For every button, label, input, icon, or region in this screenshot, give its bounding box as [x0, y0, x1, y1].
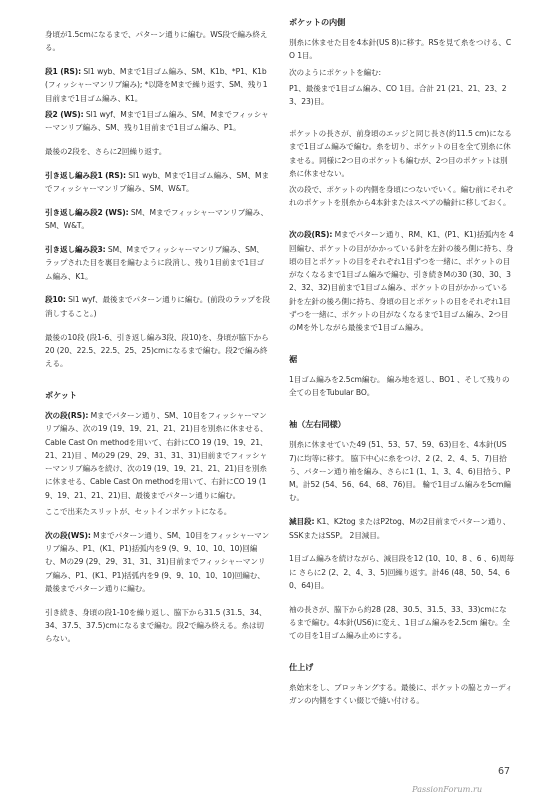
inner-p5: 次の段で、ポケットの内側を身頃につないでいく。編む前にそれぞれのポケットを別糸から4本針またはスペアの輪針に移しておく。 — [289, 185, 513, 208]
finishing-heading: 仕上げ — [289, 662, 314, 673]
row10-label: 段10: — [45, 295, 66, 305]
decrease-row-label: 減目段: — [289, 517, 315, 527]
decrease-row-text: K1、K2tog またはP2tog、Mの2目前までパターン通り、SSKまたはSSP。 2目減目。 — [289, 517, 511, 540]
row1-text: Sl1 wyb、Mまで1目ゴム編み、SM、K1b、*P1、K1b(フィッシャーマンリブ編み); *以降をMまで繰り返す、SM、残り1目前まで1目ゴム編み、K1。 — [45, 67, 268, 103]
right-column — [289, 16, 514, 718]
inner-p1: 別糸に休ませた目を4本針(US 8)に移す。RSを見て糸をつける、CO 1目。 — [289, 38, 512, 61]
repeat-paragraph: 最後の2段を、さらに2回繰り返す。 — [45, 147, 167, 157]
short-row2-paragraph — [45, 206, 270, 233]
sleeve-p1: 別糸に休ませていた49 (51、53、57、59、63)目を、4本針(US7)に均等に移す。 脇下中心に糸をつけ、2 (2、2、4、5、7)目拾う、パターン通り袖を編み、さらに1 (1、1、3、4、6)目拾う、PM。計52 (54、56、64、68、76)目。 輪で1目ゴム編みを5cm編む。 — [289, 440, 511, 503]
sleeve-p3: 袖の長さが、脇下から約28 (28、30.5、31.5、33、33)cmになるまで編む。4本針(US6)に変え、1目ゴム編みを2.5cm 編む。全ての目を1目ゴム編み止めにする。 — [289, 604, 510, 641]
join-row-text: Mまでパターン通り、RM、K1、(P1、K1)括弧内を 4回編む、ポケットの目がかかっている針を左針の後ろ側に持ち、身頃の目とポケットの目をそれぞれ1目ずつを一緒に、ポケットの目がなくなるまで1目ゴム編みで編む、引き続きMの30 (30、30、32、32、32)目前まで1目ゴム編み、ポケットの目がかかっている針を左針の後ろ側に持ち、身頃の目とポケットの目をそれぞれ1目ずつを一緒に、ポケットの目がなくなるまで1目ゴム編み、2つ目のMを外しながら最後まで1目ゴム編み。 — [289, 230, 514, 333]
sleeve-p2: 1目ゴム編みを続けながら、減目段を12 (10、10、8 、6 、6)周毎に さらに2 (2、2、4、3、5)回繰り返す。計46 (48、50、54、60、64)目。 — [289, 554, 514, 590]
short-row1-text: Sl1 wyb、Mまで1目ゴム編み、SM、Mまでフィッシャーマンリブ編み、SM、W&T。 — [45, 170, 269, 194]
short-row1-label: 引き返し編み段1 (RS): — [45, 170, 126, 180]
short-row2-label: 引き返し編み段2 (WS): — [45, 207, 129, 217]
join-row-label: 次の段(RS): — [289, 230, 333, 240]
finishing-paragraph: 糸始末をし、ブロッキングする。最後に、ポケットの脇とカーディガンの内側をすくい綴じで縫い付ける。 — [289, 683, 513, 706]
row1-label: 段1 (RS): — [45, 67, 82, 77]
row2-text: Sl1 wyf、Mまで1目ゴム編み、SM、Mまでフィッシャーマンリブ編み、SM、残り1目前まで1目ゴム編み、P1。 — [45, 109, 269, 133]
pocket-row2-text: Mまでパターン通り、SM、10目をフィッシャーマンリブ編み、P1、(K1、P1)括弧内を9 (9、9、10、10、10)回編む、Mの29 (29、29、31、31、31)目前までフィッシャーマンリブ編み、P1、(K1、P1)括弧内を9 (9、9、10、10、10)回編む、最後までパターン通りに編む。 — [45, 530, 270, 593]
hem-paragraph: 1目ゴム編みを2.5cm編む。 編み地を返し、BO1 、そして残りの全ての目をTubular BO。 — [289, 375, 510, 398]
slit-paragraph: ここで出来たスリットが、セットインポケットになる。 — [45, 507, 232, 517]
decrease-row-paragraph — [289, 515, 514, 542]
inner-p3: P1、最後まで1目ゴム編み、CO 1目。合計 21 (21、21、23、23、23)目。 — [289, 83, 507, 107]
row2-label: 段2 (WS): — [45, 109, 84, 119]
row1-paragraph — [45, 65, 270, 105]
watermark: PassionForum.ru — [412, 784, 483, 794]
short-row3-label: 引き返し編み段3: — [45, 245, 106, 255]
inner-p2: 次のようにポケットを編む: — [289, 67, 382, 77]
row2-paragraph — [45, 108, 270, 135]
short-row3-text: SM、Mまでフィッシャーマンリブ編み、SM、ラップされた目を裏目を編むように段消し、残り1目前まで1目ゴム編み、K1。 — [45, 245, 265, 281]
intro-paragraph: 身頃が1.5cmになるまで、パターン通りに編む。WS段で編み終える。 — [45, 30, 268, 53]
hem-heading: 裾 — [289, 354, 298, 365]
left-column — [45, 28, 270, 656]
pocket-row1-paragraph — [45, 409, 270, 502]
last10-paragraph: 最後の10段 (段1-6、引き返し編み3段、段10)を、身頃が脇下から20 (20、22.5、22.5、25、25)cmになるまで編む。段2で編み終える。 — [45, 332, 269, 369]
inner-p4: ポケットの長さが、前身頃のエッジと同じ長さ(約11.5 cm)になるまで1目ゴム編みで編む。糸を切り、ポケットの目を全て別糸に休ませる。同様に2つ目のポケットも編むが、2つ目のポケットは別糸に休ませない。 — [289, 128, 512, 178]
page-number: 67 — [498, 766, 511, 777]
row10-paragraph — [45, 293, 270, 320]
continue-paragraph: 引き続き、身頃の段1-10を繰り返し、脇下から31.5 (31.5、34、34、37.5、37.5)cmになるまで編む。段2で編み終える。糸は切らない。 — [45, 607, 267, 644]
pocket-row1-label: 次の段(RS): — [45, 410, 89, 420]
join-row-paragraph — [289, 228, 514, 334]
sleeve-heading: 袖（左右同様） — [289, 419, 346, 430]
short-row3-paragraph — [45, 243, 270, 283]
pocket-row2-paragraph — [45, 529, 270, 595]
pocket-heading: ポケット — [45, 389, 77, 400]
short-row1-paragraph — [45, 169, 270, 196]
short-row2-text: SM、Mまでフィッシャーマンリブ編み、SM、W&T。 — [45, 207, 269, 231]
row10-text: Sl1 wyf、最後までパターン通りに編む。(前段のラップを段消しすること。) — [45, 295, 270, 318]
pocket-row1-text: Mまでパターン通り、SM、10目をフィッシャーマンリブ編み、次の19 (19、19、21、21、21)目を別糸に休ませる、Cable Cast On methodを用いて、右針にCO 19 (19、19、21、21、21)目 、Mの29 (29、29、31、31、31)目前までフィッシャーマンリブ編みを続け、次の19 (19、19、21、21、21)目を別糸に休ませる、Cable Cast On methodを用いて、右針にCO 19 (19、19、21、21、21)目、最後までパターン通りに編む。 — [45, 410, 268, 500]
pocket-row2-label: 次の段(WS): — [45, 530, 91, 540]
pocket-inner-heading: ポケットの内側 — [289, 17, 346, 27]
